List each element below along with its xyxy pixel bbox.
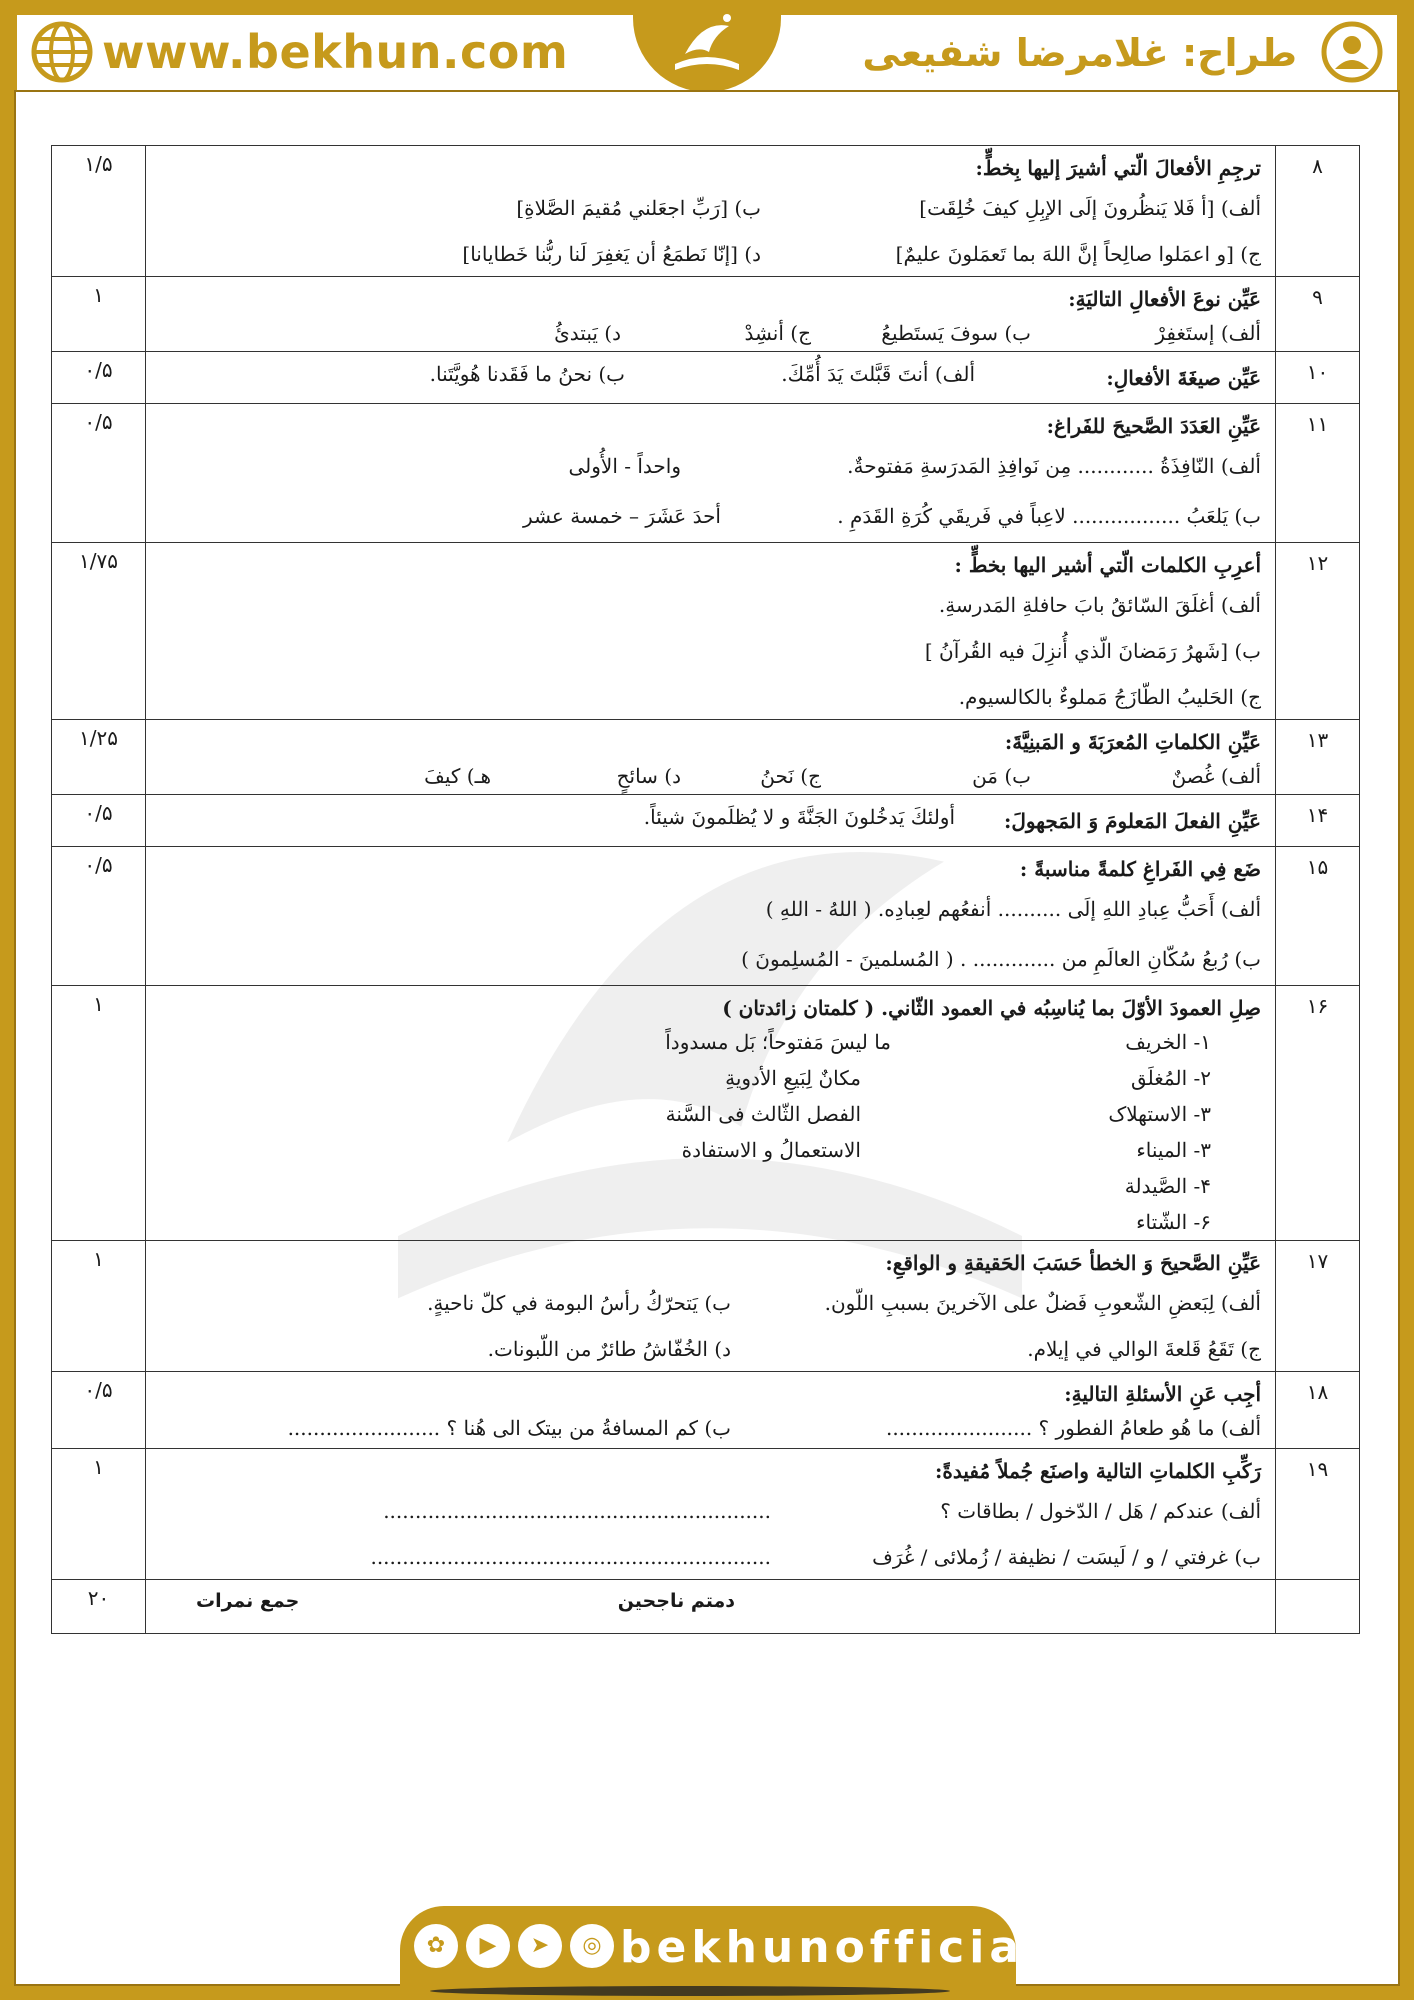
- question-title: عَيِّنِ الصَّحيحَ وَ الخطأ حَسَبَ الحَقيقةِ و الواقعِ:: [885, 1251, 1261, 1275]
- column2-item: الاستعمالُ و الاستفادة: [681, 1138, 861, 1162]
- option-d: د) سائحٍ: [616, 764, 681, 788]
- question-title: ترجِمِ الأفعالَ الّتي أشيرَ إليها بِخطٍّ:: [975, 156, 1261, 180]
- closing-text: دمتم ناجحين: [617, 1590, 735, 1612]
- question-title: أعرِبِ الكلمات الّتي أشير اليها بخطٍّ :: [954, 553, 1261, 577]
- sentence: أولئكَ يَدخُلونَ الجَنَّةَ و لا يُظلَمونَ شيئاً.: [643, 805, 955, 829]
- answer-line-b: ...............................................................: [370, 1545, 771, 1569]
- question-row-14: [52, 795, 1360, 847]
- option-c: ج) تَقَعُ قَلعةَ الوالي في إيلام.: [1027, 1337, 1261, 1361]
- question-b: ب) كم المسافةُ من بيتک الی هُنا ؟ ........................: [287, 1416, 731, 1440]
- question-score: ۰/۵: [52, 795, 146, 847]
- column1-item: ۴- الصَّيدلة: [1124, 1174, 1211, 1198]
- question-score: ۱/۲۵: [52, 720, 146, 795]
- option-a: ألف) النّافِذَةُ ............ مِن نَوافِذِ المَدرَسةِ مَفتوحةٌ.: [847, 454, 1261, 478]
- question-title: عَيِّنِ العَدَدَ الصَّحيحَ للفَراغ:: [1046, 414, 1261, 438]
- question-score: ۰/۵: [52, 404, 146, 543]
- option-b: ب) [رَبِّ اجعَلني مُقيمَ الصَّلاةِ]: [516, 196, 761, 220]
- option-b: ب) يَلعَبُ ................. لاعِباً في فَريقَي كُرَةِ القَدَمِ .: [837, 504, 1261, 528]
- question-title: عَيِّن صيغَةَ الأفعالِ:: [1106, 366, 1261, 390]
- column1-item: ۱- الخريف: [1125, 1030, 1211, 1054]
- question-a: ألف) ما هُو طعامُ الفطور ؟ .......................: [885, 1416, 1261, 1440]
- option-a: ألف) [أ فَلا يَنظُرونَ إلَى الإبِلِ كيفَ خُلِقَت]: [919, 196, 1261, 220]
- question-number: ۱۰: [1276, 352, 1360, 404]
- option-e: هـ) كيفَ: [424, 764, 491, 788]
- option-a: ألف) إستَغفِرْ: [1155, 321, 1261, 345]
- instagram-icon[interactable]: ◎: [570, 1924, 614, 1968]
- question-number: ۱۸: [1276, 1372, 1360, 1449]
- question-score: ۱/۷۵: [52, 543, 146, 720]
- option-b-choices: أحدَ عَشَرَ – خمسة عشر: [523, 504, 721, 528]
- question-number: ۱۹: [1276, 1449, 1360, 1580]
- question-row-17: [52, 1241, 1360, 1372]
- words-b: ب) غرفتي / و / لَيسَت / نظيفة / زُملائی / غُرَف: [872, 1545, 1261, 1569]
- question-number: ۱۶: [1276, 986, 1360, 1241]
- sentence-a: ألف) أَحَبُّ عِبادِ اللهِ إلَی .......... أنفعُهم لعِبادِه. ( اللهُ - اللهِ ): [765, 897, 1261, 921]
- column2-item: مكانٌ لِبَيعِ الأدويةِ: [725, 1066, 861, 1090]
- question-number: ۱۴: [1276, 795, 1360, 847]
- question-row-13: [52, 720, 1360, 795]
- option-d: د) يَبتدئُ: [554, 321, 621, 345]
- question-row-16: [52, 986, 1360, 1241]
- site-url[interactable]: www.bekhun.com: [102, 25, 569, 79]
- question-title: رَكِّبِ الكلماتِ التالية واصنَع جُملاً مُفيدةً:: [934, 1459, 1261, 1483]
- option-a: ألف) غُصنٌ: [1171, 764, 1261, 788]
- question-number: ۱۱: [1276, 404, 1360, 543]
- question-number: ۱۷: [1276, 1241, 1360, 1372]
- telegram-icon[interactable]: ➤: [518, 1924, 562, 1968]
- sentence-b: ب) رُبعُ سُكّانِ العالَمِ من ............. . ( المُسلمينَ - المُسلِمونَ ): [741, 947, 1261, 971]
- question-number: ۹: [1276, 277, 1360, 352]
- exam-table: [51, 145, 1360, 1634]
- sentence-b: ب) [شَهرُ رَمَضانَ الّذي أُنزِلَ فيه القُرآنُ ]: [924, 639, 1261, 663]
- question-score: ۰/۵: [52, 352, 146, 404]
- option-a: ألف) لِبَعضِ الشّعوبِ فَضلٌ على الآخرينَ بسببِ اللّون.: [824, 1291, 1261, 1315]
- option-d: د) الخُفّاشُ طائرٌ من اللّبونات.: [487, 1337, 731, 1361]
- answer-line-a: .............................................................: [383, 1499, 771, 1523]
- aparat-icon[interactable]: ✿: [414, 1924, 458, 1968]
- option-a: ألف) أنتَ قَبَّلتَ يَدَ أُمِّكَ.: [781, 362, 975, 386]
- footer-shadow: [430, 1986, 950, 1996]
- option-c: ج) أنشِدْ: [744, 321, 811, 345]
- question-number: ۱۲: [1276, 543, 1360, 720]
- column2-item: الفصل الثّالث فی السَّنة: [665, 1102, 861, 1126]
- footer-bar: [400, 1906, 1045, 1994]
- question-row-9: [52, 277, 1360, 352]
- option-b: ب) مَن: [972, 764, 1031, 788]
- designer-credit: طراح: غلامرضا شفیعی: [862, 31, 1297, 75]
- option-b: ب) نحنُ ما فَقَدنا هُويَّتَنا.: [429, 362, 625, 386]
- question-title: عَيِّنِ الكلماتِ المُعرَبَةَ و المَبنِيَّةَ:: [1004, 730, 1261, 754]
- question-number: ۸: [1276, 146, 1360, 277]
- question-row-12: [52, 543, 1360, 720]
- column1-item: ۶- الشّتاء: [1136, 1210, 1211, 1234]
- column1-item: ۳- الاستهلاک: [1108, 1102, 1211, 1126]
- option-c: ج) نَحنُ: [760, 764, 821, 788]
- option-b: ب) سوفَ يَستَطيعُ: [881, 321, 1031, 345]
- question-number: ۱۵: [1276, 847, 1360, 986]
- question-row-15: [52, 847, 1360, 986]
- sentence-a: ألف) أغلَقَ السّائقُ بابَ حافلةِ المَدرسةِ.: [938, 593, 1261, 617]
- total-row: [52, 1580, 1360, 1634]
- question-score: ۱: [52, 277, 146, 352]
- question-title: عَيِّن نوعَ الأفعالِ التاليَةِ:: [1068, 287, 1261, 311]
- total-score: ۲۰: [52, 1580, 146, 1634]
- book-logo-icon: [665, 6, 749, 86]
- user-icon: [1321, 21, 1383, 83]
- question-score: ۱: [52, 1449, 146, 1580]
- question-title: صِلِ العمودَ الأوّلَ بما يُناسِبُه في العمود الثّاني. ( كلمتان زائدتان ): [722, 996, 1261, 1020]
- globe-icon: [31, 21, 93, 83]
- question-number: ۱۳: [1276, 720, 1360, 795]
- option-b: ب) يَتحرّكُ رأسُ البومة في كلّ ناحيةٍ.: [427, 1291, 731, 1315]
- column1-item: ۳- الميناء: [1136, 1138, 1211, 1162]
- question-score: ۱: [52, 1241, 146, 1372]
- option-c: ج) [و اعمَلوا صالِحاً إنَّ اللهَ بما تَعمَلونَ عليمٌ]: [895, 242, 1261, 266]
- question-score: ۰/۵: [52, 847, 146, 986]
- column2-item: ما ليسَ مَفتوحاً؛ بَل مسدوداً: [665, 1030, 891, 1054]
- question-row-19: [52, 1449, 1360, 1580]
- words-a: ألف) عندكم / هَل / الدّخول / بطاقات ؟: [940, 1499, 1261, 1523]
- question-row-10: [52, 352, 1360, 404]
- question-row-11: [52, 404, 1360, 543]
- option-d: د) [إنّا نَطمَعُ أن يَغفِرَ لَنا ربُّنا خَطايانا]: [462, 242, 761, 266]
- question-title: عَيِّنِ الفعلَ المَعلومَ وَ المَجهولَ:: [1003, 809, 1261, 833]
- question-row-8: [52, 146, 1360, 277]
- social-handle[interactable]: bekhunofficial: [620, 1922, 1045, 1973]
- social-icons: [414, 1924, 614, 1968]
- question-score: ۰/۵: [52, 1372, 146, 1449]
- question-row-18: [52, 1372, 1360, 1449]
- youtube-icon[interactable]: ▶: [466, 1924, 510, 1968]
- question-score: ۱/۵: [52, 146, 146, 277]
- question-score: ۱: [52, 986, 146, 1241]
- question-title: ضَع فِي الفَراغِ كلمةً مناسبةً :: [1019, 857, 1261, 881]
- question-title: أجِب عَنِ الأسئلةِ التاليةِ:: [1064, 1382, 1261, 1406]
- sentence-c: ج) الحَليبُ الطّازَجُ مَملوءٌ بالكالسيوم.: [958, 685, 1261, 709]
- total-label: جمع نمرات: [196, 1590, 300, 1612]
- column1-item: ۲- المُغلَق: [1130, 1066, 1211, 1090]
- option-a-choices: واحداً - الأُولی: [568, 454, 681, 478]
